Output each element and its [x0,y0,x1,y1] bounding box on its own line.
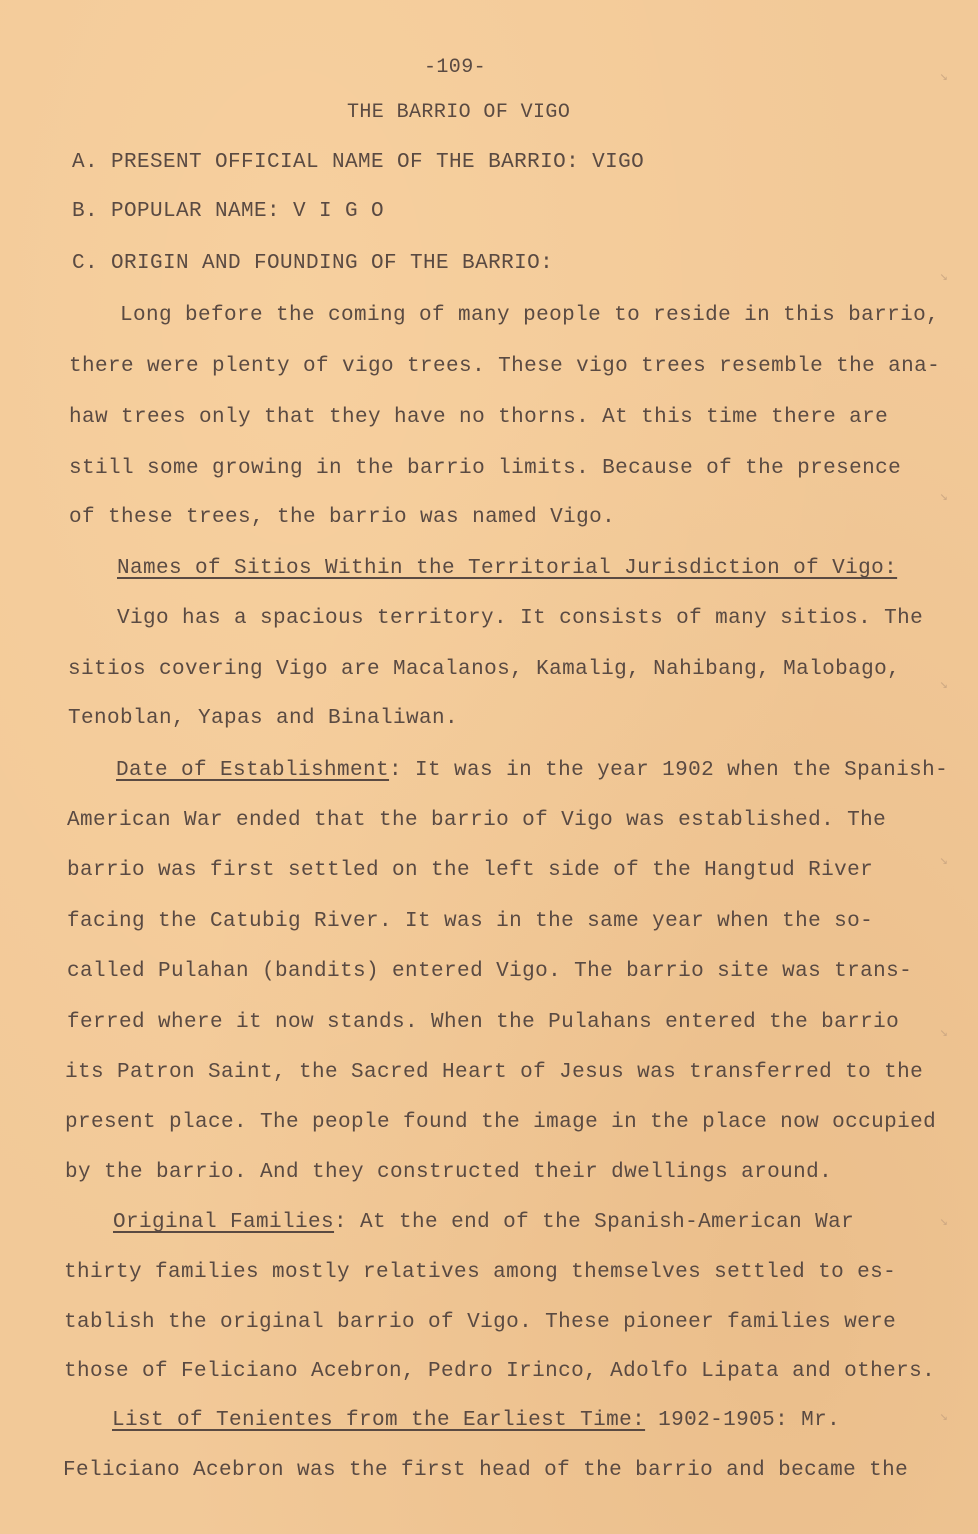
sitios-heading: Names of Sitios Within the Territorial Jurisdiction of Vigo: [117,557,898,580]
tenientes-first-line-text: 1902-1905: Mr. [645,1409,841,1432]
families-line: thirty families mostly relatives among themselves settled to es- [64,1261,897,1284]
establishment-first-line-text: : It was in the year 1902 when the Spanish- [389,759,949,782]
establishment-line: barrio was first settled on the left side of the Hangtud River [67,859,874,882]
establishment-line: its Patron Saint, the Sacred Heart of Jesus was transferred to the [65,1061,924,1084]
families-first-line [113,1210,854,1236]
page-number: -109- [424,56,487,79]
sitios-line: Vigo has a spacious territory. It consists of many sitios. The [117,607,924,630]
section-b-popular-name: B. POPULAR NAME: V I G O [72,200,385,223]
margin-speck: ↘ [939,69,948,85]
margin-speck: ↘ [939,269,948,285]
margin-speck: ↘ [939,489,948,505]
establishment-heading: Date of Establishment [116,759,390,782]
origin-line: still some growing in the barrio limits. Because of the presence [69,457,902,480]
establishment-first-line [116,758,948,784]
origin-line: Long before the coming of many people to reside in this barrio, [120,304,940,327]
establishment-line: ferred where it now stands. When the Pulahans entered the barrio [67,1011,900,1034]
document-title: THE BARRIO OF VIGO [347,101,571,124]
families-line: tablish the original barrio of Vigo. These pioneer families were [64,1311,897,1334]
margin-speck: ↘ [939,1214,948,1230]
sitios-line: sitios covering Vigo are Macalanos, Kamalig, Nahibang, Malobago, [68,658,901,681]
margin-speck: ↘ [939,677,948,693]
section-a-official-name: A. PRESENT OFFICIAL NAME OF THE BARRIO: VIGO [72,151,645,174]
families-heading: Original Families [113,1211,335,1234]
margin-speck: ↘ [939,1409,948,1425]
sitios-line: Tenoblan, Yapas and Binaliwan. [68,707,459,730]
establishment-line: by the barrio. And they constructed their dwellings around. [65,1161,833,1184]
origin-line: there were plenty of vigo trees. These vigo trees resemble the ana- [69,355,941,378]
origin-line: of these trees, the barrio was named Vigo. [69,506,616,529]
tenientes-line: Feliciano Acebron was the first head of the barrio and became the [63,1459,909,1482]
families-line: those of Feliciano Acebron, Pedro Irinco, Adolfo Lipata and others. [64,1360,936,1383]
families-first-line-text: : At the end of the Spanish-American War [334,1211,855,1234]
establishment-line: American War ended that the barrio of Vigo was established. The [67,809,887,832]
establishment-line: facing the Catubig River. It was in the same year when the so- [67,910,874,933]
establishment-line: called Pulahan (bandits) entered Vigo. The barrio site was trans- [67,960,913,983]
tenientes-heading: List of Tenientes from the Earliest Time: [112,1409,646,1432]
tenientes-first-line [112,1408,840,1434]
establishment-line: present place. The people found the image in the place now occupied [65,1111,937,1134]
margin-speck: ↘ [939,1025,948,1041]
origin-line: haw trees only that they have no thorns. At this time there are [69,406,889,429]
margin-speck: ↘ [939,853,948,869]
section-c-origin-heading: C. ORIGIN AND FOUNDING OF THE BARRIO: [72,252,554,275]
